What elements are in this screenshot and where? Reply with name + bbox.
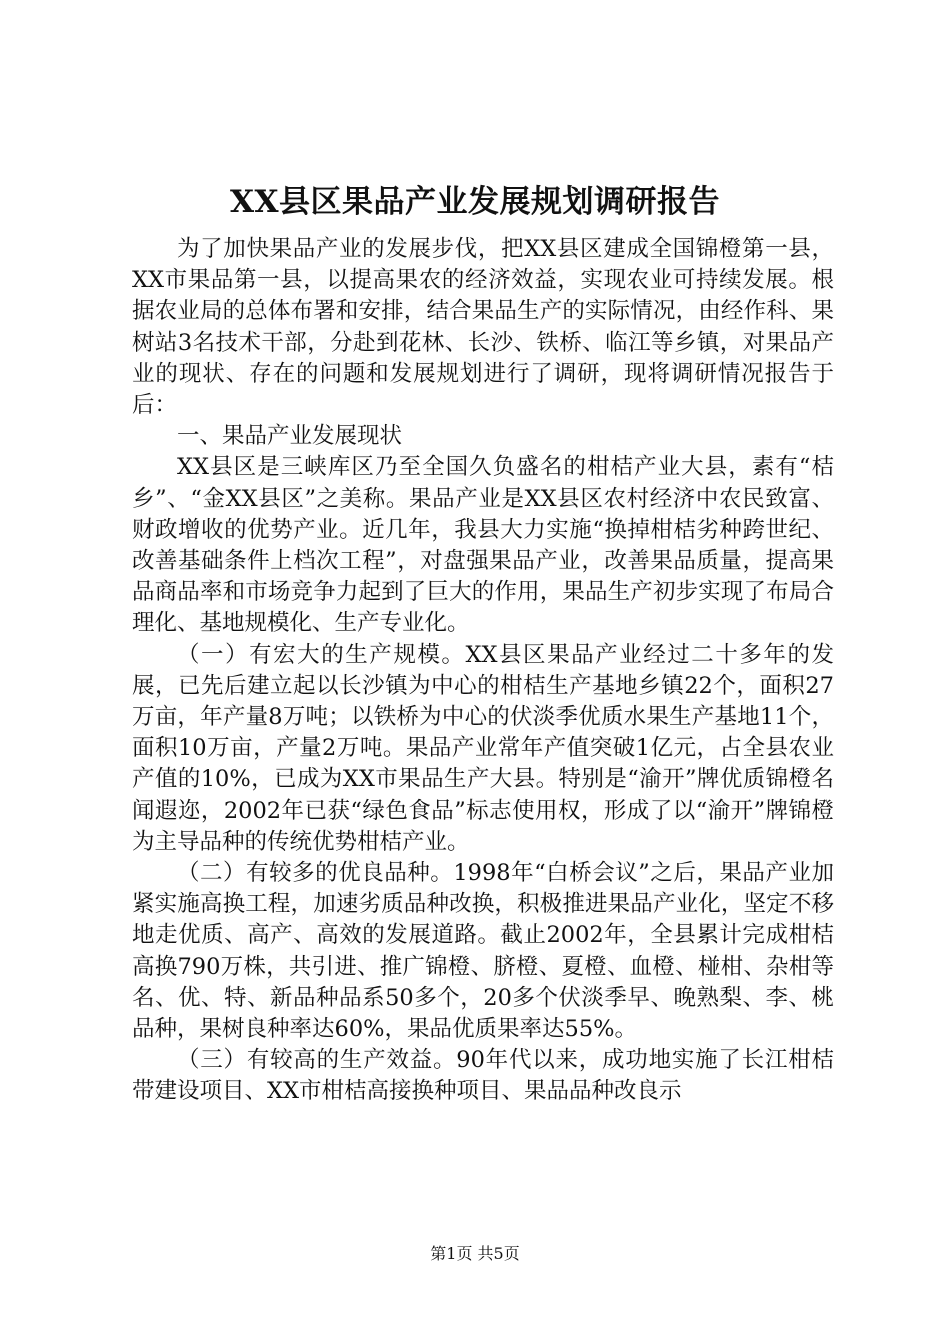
document-body <box>132 234 834 1108</box>
paragraph-scale: （一）有宏大的生产规模。XX县区果品产业经过二十多年的发展，已先后建立起以长沙镇为中心的柑桔生产基地乡镇22个，面积27万亩，年产量8万吨；以铁桥为中心的伏淡季优质水果生产基地11个，面积10万亩，产量2万吨。果品产业常年产值突破1亿元，占全县农业产值的10%，已成为XX市果品生产大县。特别是“渝开”牌优质锦橙名闻遐迩，2002年已获“绿色食品”标志使用权，形成了以“渝开”牌锦橙为主导品种的传统优势柑桔产业。 <box>132 641 834 855</box>
paragraph-intro: 为了加快果品产业的发展步伐，把XX县区建成全国锦橙第一县，XX市果品第一县，以提高果农的经济效益，实现农业可持续发展。根据农业局的总体布署和安排，结合果品生产的实际情况，由经作科、果树站3名技术干部，分赴到花林、长沙、铁桥、临江等乡镇，对果品产业的现状、存在的问题和发展规划进行了调研，现将调研情况报告于后： <box>132 236 834 419</box>
page-number-footer: 第1页 共5页 <box>430 1244 520 1263</box>
document-title: XX县区果品产业发展规划调研报告 <box>229 184 721 220</box>
section-heading: 一、果品产业发展现状 <box>177 423 403 450</box>
paragraph-efficiency: （三）有较高的生产效益。90年代以来，成功地实施了长江柑桔带建设项目、XX市柑桔高接换种项目、果品品种改良示 <box>132 1047 834 1105</box>
paragraph-varieties: （二）有较多的优良品种。1998年“白桥会议”之后，果品产业加紧实施高换工程，加速劣质品种改换，积极推进果品产业化，坚定不移地走优质、高产、高效的发展道路。截止2002年，全县累计完成柑桔高换790万株，共引进、推广锦橙、脐橙、夏橙、血橙、椪柑、杂柑等名、优、特、新品种品系50多个，20多个伏淡季早、晚熟梨、李、桃品种，果树良种率达60%，果品优质果率达55%。 <box>132 860 834 1043</box>
paragraph-overview: XX县区是三峡库区乃至全国久负盛名的柑桔产业大县，素有“桔乡”、“金XX县区”之美称。果品产业是XX县区农村经济中农民致富、财政增收的优势产业。近几年，我县大力实施“换掉柑桔劣种跨世纪、改善基础条件上档次工程”，对盘强果品产业，改善果品质量，提高果品商品率和市场竞争力起到了巨大的作用，果品生产初步实现了布局合理化、基地规模化、生产专业化。 <box>132 454 834 637</box>
